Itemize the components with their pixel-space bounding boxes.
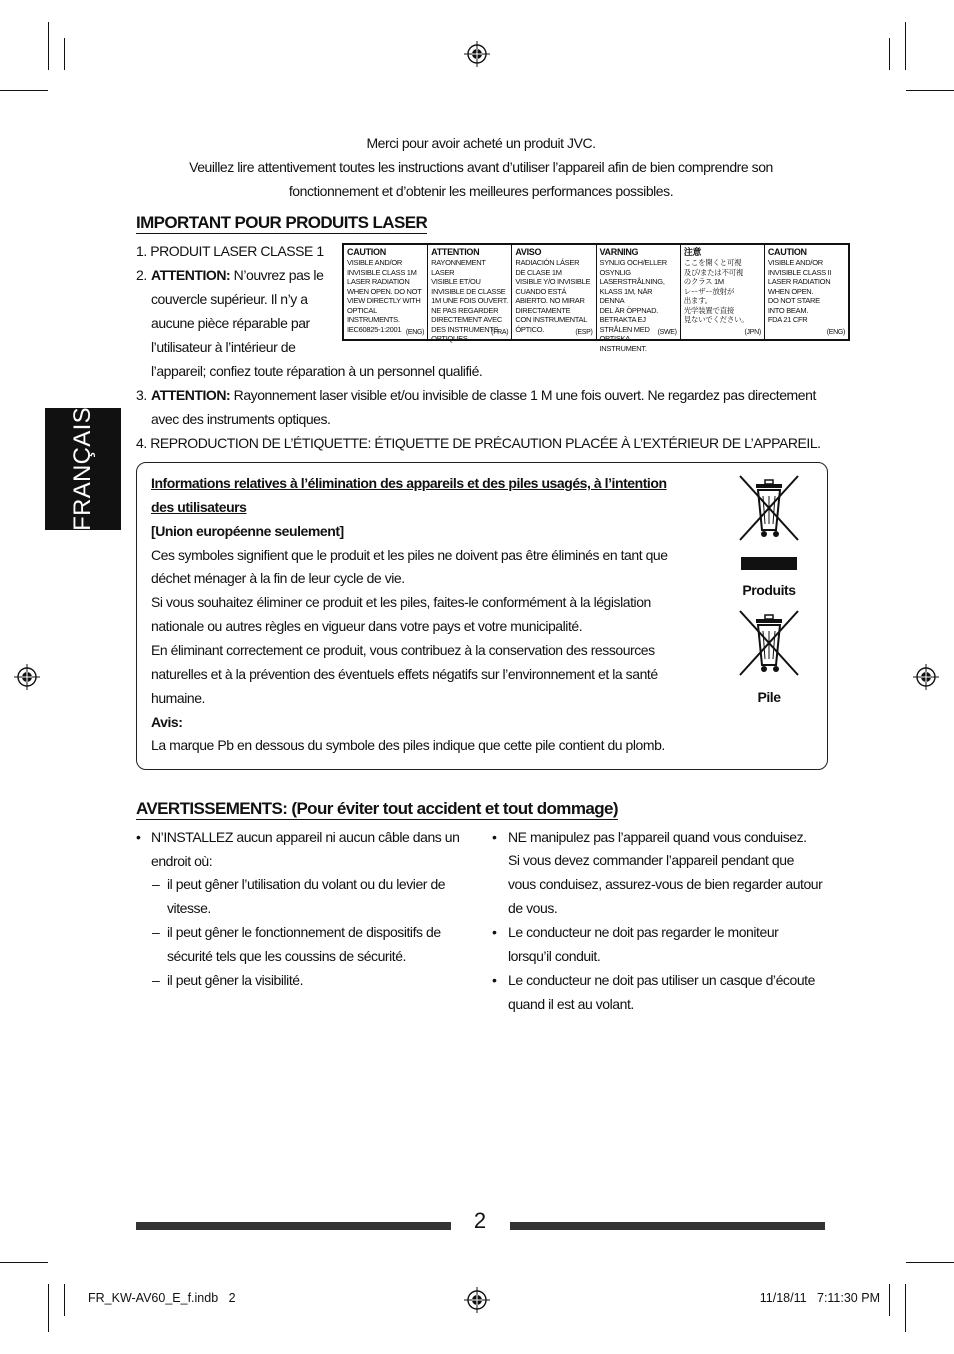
crossed-bin-products-icon — [736, 472, 802, 544]
caution-label-line: FDA 21 CFR — [767, 315, 808, 324]
disposal-p1-line-2: déchet ménager à la fin de leur cycle de vie. — [151, 570, 405, 586]
intro-line-3: fonctionnement et d’obtenir les meilleures performances possibles. — [288, 183, 674, 199]
caution-label-line: ÓPTICO. — [515, 324, 545, 334]
caution-label-code: (FRA) — [491, 328, 509, 336]
caution-label-line: 光学装置で直接 — [683, 305, 735, 315]
registration-mark-icon — [464, 1287, 490, 1313]
crop-mark — [889, 38, 890, 70]
warning-left-sub-1-line-2: vitesse. — [167, 900, 211, 916]
caution-label-cell — [512, 245, 596, 339]
disposal-p1-line-1: Ces symboles signifient que le produit et les piles ne doivent pas être éliminés en tant que — [151, 547, 668, 563]
disposal-p3-line-1: En éliminant correctement ce produit, vous contribuez à la conservation des ressources — [151, 642, 655, 658]
crop-mark — [905, 22, 906, 70]
footer-bar-right — [510, 1222, 825, 1230]
caution-label-code: (SWE) — [657, 328, 677, 336]
warning-left-sub-1-line-1: il peut gêner l’utilisation du volant ou du levier de — [167, 876, 446, 892]
page-number: 2 — [473, 1208, 487, 1233]
caution-label-cell — [428, 245, 512, 343]
caution-label-line: VISIBLE AND/OR — [767, 258, 823, 267]
disposal-title-line-2: des utilisateurs — [151, 499, 247, 515]
bullet-icon: • — [492, 972, 497, 988]
dash-icon: – — [152, 972, 160, 988]
crop-mark — [906, 1262, 954, 1263]
caution-label-line: INTO BEAM. — [767, 305, 809, 315]
caution-label-line: 見ないでください。 — [683, 315, 749, 324]
caution-label-line: DES INSTRUMENTS — [431, 324, 499, 334]
crop-mark — [889, 1284, 890, 1316]
bullet-icon: • — [492, 924, 497, 940]
caution-label-line: INVISIBLE DE CLASSE — [431, 286, 506, 296]
crop-mark — [64, 38, 65, 70]
laser-item-2-line-2: couvercle supérieur. Il n’y a — [151, 291, 308, 307]
caution-label-line: 1M UNE FOIS OUVERT. — [431, 296, 508, 305]
caution-label-line: 出ます。 — [683, 296, 712, 305]
caution-label-code: (ENG) — [826, 328, 846, 336]
footer-file: FR_KW-AV60_E_f.indb 2 — [88, 1291, 236, 1305]
warning-right-2-line-2: lorsqu’il conduit. — [508, 948, 601, 964]
caution-label-line: VISIBLE AND/OR — [347, 258, 402, 267]
laser-item-2-line-3: aucune pièce réparable par — [151, 315, 310, 331]
caution-label-code: (ENG) — [405, 328, 425, 336]
warning-right-1-line-2: Si vous devez commander l’appareil pendant que — [508, 852, 794, 868]
caution-label-line: 及び/または不可視 — [683, 267, 744, 277]
caution-label-line: BETRAKTA EJ — [599, 315, 646, 324]
caution-label-line: VISIBLE Y/O INVISIBLE — [515, 277, 591, 286]
laser-item-3-line-2: avec des instruments optiques. — [151, 411, 331, 427]
caution-label-line: のクラス 1M — [683, 277, 724, 286]
warning-right-2-line-1: Le conducteur ne doit pas regarder le moniteur — [508, 924, 779, 940]
caution-label-heading: ATTENTION — [431, 247, 480, 257]
laser-item-1: 1. PRODUIT LASER CLASSE 1 — [136, 243, 324, 259]
caution-label-line: VIEW DIRECTLY WITH — [347, 296, 421, 305]
notice-text: La marque Pb en dessous du symbole des piles indique que cette pile contient du plomb. — [151, 737, 665, 753]
crop-mark — [64, 1284, 65, 1316]
caution-label-line: OPTIQUES. — [431, 334, 470, 343]
caution-label-line: RADIACIÓN LÁSER — [515, 258, 580, 267]
laser-heading: IMPORTANT POUR PRODUITS LASER — [136, 213, 428, 232]
intro-line-2: Veuillez lire attentivement toutes les instructions avant d’utiliser l’appareil afin de bien comprendre son — [189, 159, 773, 175]
caution-label-line: ABIERTO. NO MIRAR — [515, 296, 585, 305]
laser-item-2-line-5: l’appareil; confiez toute réparation à un personnel qualifié. — [151, 363, 483, 379]
warnings-heading: AVERTISSEMENTS: (Pour éviter tout accident et tout dommage) — [136, 799, 618, 818]
caution-label-line: DIRECTEMENT AVEC — [431, 315, 502, 324]
caution-label-line: RAYONNEMENT LASER — [431, 258, 486, 277]
caution-label-line: SYNLIG OCH/ELLER — [599, 258, 667, 267]
laser-item-2-line-4: l’utilisateur à l’intérieur de — [151, 339, 296, 355]
caution-label-line: LASER RADIATION — [347, 277, 410, 286]
caution-label-line: レーザー放射が — [683, 286, 735, 296]
products-label: Produits — [742, 582, 796, 598]
warning-left-sub-3-line-1: il peut gêner la visibilité. — [167, 972, 304, 988]
crop-mark — [0, 90, 48, 91]
bullet-icon: • — [492, 829, 497, 845]
bullet-icon: • — [136, 829, 141, 845]
caution-label-heading: AVISO — [515, 247, 542, 257]
footer-datetime: 11/18/11 7:11:30 PM — [759, 1291, 880, 1305]
disposal-p3-line-3: humaine. — [151, 690, 205, 706]
caution-label-line: STRÅLEN MED OPTISKA — [599, 324, 650, 343]
laser-item-2-num: 2. — [136, 267, 147, 283]
caution-label-cell — [597, 245, 681, 353]
crop-mark — [48, 1284, 49, 1332]
caution-label-line: NE PAS REGARDER — [431, 305, 499, 315]
caution-label-heading: 注意 — [683, 247, 702, 257]
caution-label-line: INSTRUMENT. — [599, 343, 647, 353]
caution-label-line: DE CLASE 1M — [515, 267, 562, 277]
caution-label-line: KLASS 1M, NÄR DENNA — [599, 286, 653, 305]
dash-icon: – — [152, 876, 160, 892]
disposal-p3-line-2: naturelles et à la prévention des éventuels effets négatifs sur l’environnement et la santé — [151, 666, 658, 682]
warning-left-1-line-2: endroit où: — [151, 853, 213, 869]
caution-label-line: DO NOT STARE — [767, 296, 820, 305]
crossed-bin-battery-icon — [736, 607, 802, 679]
caution-label-heading: CAUTION — [767, 247, 807, 257]
laser-item-4: 4. REPRODUCTION DE L’ÉTIQUETTE: ÉTIQUETTE DE PRÉCAUTION PLACÉE À L’EXTÉRIEUR DE L’APPAREIL. — [136, 435, 821, 451]
warning-right-1-line-4: de vous. — [508, 900, 558, 916]
disposal-subtitle: [Union européenne seulement] — [151, 523, 344, 539]
warning-left-sub-2-line-2: sécurité tels que les coussins de sécurité. — [167, 948, 407, 964]
products-bar — [741, 557, 797, 570]
disposal-p2-line-2: nationale ou autres règles en vigueur dans votre pays et votre municipalité. — [151, 618, 583, 634]
warning-left-sub-2-line-1: il peut gêner le fonctionnement de dispositifs de — [167, 924, 441, 940]
intro-line-1: Merci pour avoir acheté un produit JVC. — [366, 135, 596, 151]
language-tab — [45, 408, 121, 530]
caution-label-cell — [765, 245, 848, 339]
laser-item-3-line-1: ATTENTION: Rayonnement laser visible et/ou invisible de classe 1 M une fois ouvert. Ne regardez pas directement — [151, 387, 816, 403]
disposal-p2-line-1: Si vous souhaitez éliminer ce produit et les piles, faites-le conformément à la législation — [151, 594, 651, 610]
registration-mark-icon — [14, 664, 40, 690]
caution-label-line: WHEN OPEN. — [767, 286, 814, 296]
caution-label-line: WHEN OPEN. DO NOT — [347, 286, 422, 296]
notice-title: Avis: — [151, 714, 183, 730]
language-tab-label: FRANÇAIS — [69, 407, 96, 531]
battery-label: Pile — [757, 689, 781, 705]
caution-label-line: IEC60825-1:2001 — [347, 324, 402, 334]
warning-right-1-line-1: NE manipulez pas l’appareil quand vous conduisez. — [508, 829, 807, 845]
caution-label-line: LASERSTRÅLNING, — [599, 277, 665, 286]
caution-label-line: OSYNLIG — [599, 267, 631, 277]
disposal-title-line-1: Informations relatives à l’élimination des appareils et des piles usagés, à l’intention — [151, 475, 667, 491]
caution-label-code: (JPN) — [744, 328, 761, 336]
registration-mark-icon — [913, 664, 939, 690]
warning-right-1-line-3: vous conduisez, assurez-vous de bien regarder autour — [508, 876, 823, 892]
crop-mark — [0, 1262, 48, 1263]
caution-label-code: (ESP) — [575, 328, 593, 336]
caution-label-line: INVISIBLE CLASS 1M — [347, 267, 417, 277]
crop-mark — [906, 90, 954, 91]
caution-label-line: LASER RADIATION — [767, 277, 831, 286]
caution-label-line: DEL ÄR ÖPPNAD. — [599, 305, 658, 315]
crop-mark — [905, 1284, 906, 1332]
caution-label — [342, 243, 850, 353]
caution-label-cell — [681, 245, 765, 339]
caution-label-heading: CAUTION — [347, 247, 386, 257]
laser-item-2-line-1: ATTENTION: N’ouvrez pas le — [151, 267, 324, 283]
caution-label-line: CON INSTRUMENTAL — [515, 315, 588, 324]
warning-right-3-line-2: quand il est au volant. — [508, 996, 634, 1012]
footer-bar-left — [136, 1222, 451, 1230]
crop-mark — [48, 22, 49, 70]
warning-right-3-line-1: Le conducteur ne doit pas utiliser un casque d’écoute — [508, 972, 815, 988]
caution-label-line: DIRECTAMENTE — [515, 305, 571, 315]
caution-label-cell — [344, 245, 428, 339]
caution-label-line: CUANDO ESTÁ — [515, 286, 567, 296]
caution-label-line: OPTICAL INSTRUMENTS. — [347, 305, 400, 324]
caution-label-heading: VARNING — [599, 247, 639, 257]
caution-label-line: INVISIBLE CLASS II — [767, 267, 832, 277]
dash-icon: – — [152, 924, 160, 940]
warning-left-1-line-1: N’INSTALLEZ aucun appareil ni aucun câble dans un — [151, 829, 460, 845]
laser-item-3-num: 3. — [136, 387, 147, 403]
caution-label-line: ここを開くと可視 — [683, 258, 742, 267]
caution-label-line: VISIBLE ET/OU — [431, 277, 481, 286]
registration-mark-icon — [464, 41, 490, 67]
